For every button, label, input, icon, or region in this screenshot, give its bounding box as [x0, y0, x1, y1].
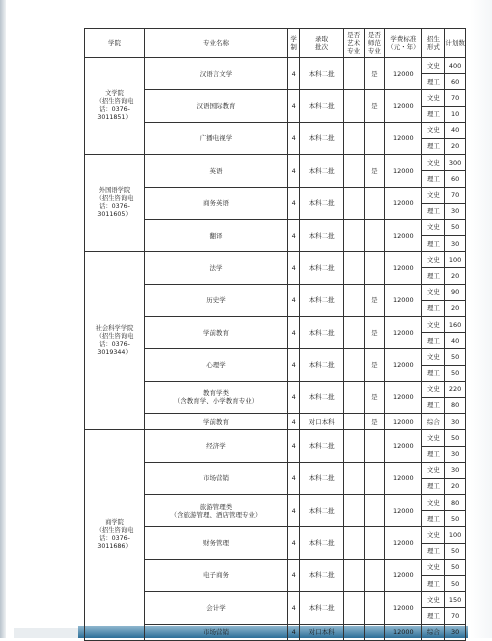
admission-plan-table [84, 28, 466, 641]
major-cell: 英语 [145, 155, 288, 187]
major-cell: 历史学 [145, 284, 288, 316]
years-cell: 4 [287, 317, 299, 349]
form-cell: 综合 [422, 414, 445, 430]
years-cell: 4 [287, 284, 299, 316]
form-cell: 综合 [422, 624, 445, 640]
plan-cell: 90 [445, 284, 466, 300]
normal-cell [364, 187, 385, 219]
normal-cell [364, 430, 385, 462]
plan-cell: 20 [445, 138, 466, 154]
header-form: 招生 形式 [422, 29, 445, 58]
batch-cell: 本科二批 [300, 187, 343, 219]
plan-cell: 50 [445, 430, 466, 446]
normal-cell: 是 [364, 155, 385, 187]
college-cell: 外国语学院 （招生咨询电 话：0376- 3011605） [85, 155, 145, 252]
plan-cell: 40 [445, 333, 466, 349]
form-cell: 文史 [422, 592, 445, 608]
plan-cell: 40 [445, 122, 466, 138]
normal-cell [364, 592, 385, 624]
major-cell: 翻译 [145, 219, 288, 251]
form-cell: 理工 [422, 171, 445, 187]
fee-cell: 12000 [385, 187, 422, 219]
form-cell: 理工 [422, 138, 445, 154]
plan-cell: 100 [445, 252, 466, 268]
plan-cell: 50 [445, 349, 466, 365]
years-cell: 4 [287, 349, 299, 381]
years-cell: 4 [287, 462, 299, 494]
fee-cell: 12000 [385, 58, 422, 90]
plan-cell: 300 [445, 155, 466, 171]
batch-cell: 本科二批 [300, 430, 343, 462]
form-cell: 文史 [422, 349, 445, 365]
fee-cell: 12000 [385, 90, 422, 122]
form-cell: 理工 [422, 478, 445, 494]
header-fee: 学费标准 （元・年） [385, 29, 422, 58]
normal-cell: 是 [364, 349, 385, 381]
form-cell: 理工 [422, 397, 445, 413]
plan-cell: 80 [445, 397, 466, 413]
years-cell: 4 [287, 414, 299, 430]
years-cell: 4 [287, 252, 299, 284]
form-cell: 理工 [422, 106, 445, 122]
batch-cell: 本科二批 [300, 527, 343, 559]
normal-cell [364, 527, 385, 559]
years-cell: 4 [287, 430, 299, 462]
plan-cell: 160 [445, 317, 466, 333]
major-cell: 汉语言文学 [145, 58, 288, 90]
form-cell: 文史 [422, 430, 445, 446]
years-cell: 4 [287, 187, 299, 219]
form-cell: 理工 [422, 543, 445, 559]
fee-cell: 12000 [385, 495, 422, 527]
art-cell [343, 284, 364, 316]
normal-cell: 是 [364, 381, 385, 413]
major-cell: 汉语国际教育 [145, 90, 288, 122]
table-row [85, 58, 466, 74]
years-cell: 4 [287, 155, 299, 187]
batch-cell: 本科二批 [300, 284, 343, 316]
form-cell: 文史 [422, 559, 445, 575]
form-cell: 文史 [422, 155, 445, 171]
header-plan: 计划数 [445, 29, 466, 58]
fee-cell: 12000 [385, 414, 422, 430]
table-row [85, 252, 466, 268]
normal-cell [364, 122, 385, 154]
plan-cell: 20 [445, 268, 466, 284]
form-cell: 理工 [422, 333, 445, 349]
fee-cell: 12000 [385, 155, 422, 187]
years-cell: 4 [287, 495, 299, 527]
art-cell [343, 252, 364, 284]
form-cell: 文史 [422, 462, 445, 478]
batch-cell: 本科二批 [300, 252, 343, 284]
form-cell: 文史 [422, 219, 445, 235]
art-cell [343, 155, 364, 187]
scan-edge-left [0, 0, 6, 638]
plan-cell: 30 [445, 203, 466, 219]
form-cell: 理工 [422, 576, 445, 592]
plan-cell: 30 [445, 624, 466, 640]
plan-cell: 60 [445, 171, 466, 187]
fee-cell: 12000 [385, 284, 422, 316]
major-cell: 学前教育 [145, 414, 288, 430]
table-row [85, 430, 466, 446]
batch-cell: 本科二批 [300, 495, 343, 527]
plan-cell: 220 [445, 381, 466, 397]
form-cell: 理工 [422, 236, 445, 252]
normal-cell: 是 [364, 284, 385, 316]
form-cell: 理工 [422, 608, 445, 624]
plan-cell: 50 [445, 219, 466, 235]
batch-cell: 本科二批 [300, 559, 343, 591]
years-cell: 4 [287, 219, 299, 251]
plan-cell: 20 [445, 300, 466, 316]
header-normal: 是否 师范 专业 [364, 29, 385, 58]
fee-cell: 12000 [385, 462, 422, 494]
form-cell: 文史 [422, 187, 445, 203]
normal-cell [364, 252, 385, 284]
table-row [85, 155, 466, 171]
art-cell [343, 430, 364, 462]
plan-cell: 80 [445, 495, 466, 511]
batch-cell: 对口本科 [300, 414, 343, 430]
batch-cell: 本科二批 [300, 349, 343, 381]
major-cell: 心理学 [145, 349, 288, 381]
major-cell: 市场营销 [145, 624, 288, 640]
fee-cell: 12000 [385, 252, 422, 284]
major-cell: 经济学 [145, 430, 288, 462]
plan-cell: 30 [445, 236, 466, 252]
fee-cell: 12000 [385, 122, 422, 154]
header-years: 学 制 [287, 29, 299, 58]
art-cell [343, 349, 364, 381]
normal-cell [364, 219, 385, 251]
major-cell: 会计学 [145, 592, 288, 624]
plan-cell: 20 [445, 478, 466, 494]
form-cell: 理工 [422, 365, 445, 381]
college-cell: 商学院 （招生咨询电 话：0376- 3011686） [85, 430, 145, 640]
form-cell: 理工 [422, 511, 445, 527]
fee-cell: 12000 [385, 317, 422, 349]
major-cell: 旅游管理类 （含旅游管理、酒店管理专业） [145, 495, 288, 527]
art-cell [343, 187, 364, 219]
major-cell: 商务英语 [145, 187, 288, 219]
plan-cell: 30 [445, 414, 466, 430]
header-major: 专业名称 [145, 29, 288, 58]
batch-cell: 本科二批 [300, 155, 343, 187]
normal-cell [364, 495, 385, 527]
plan-cell: 50 [445, 511, 466, 527]
batch-cell: 对口本科 [300, 624, 343, 640]
years-cell: 4 [287, 58, 299, 90]
years-cell: 4 [287, 122, 299, 154]
major-cell: 广播电视学 [145, 122, 288, 154]
plan-cell: 60 [445, 74, 466, 90]
normal-cell [364, 462, 385, 494]
normal-cell: 是 [364, 414, 385, 430]
art-cell [343, 462, 364, 494]
art-cell [343, 90, 364, 122]
plan-cell: 70 [445, 90, 466, 106]
plan-cell: 50 [445, 576, 466, 592]
header-row [85, 29, 466, 58]
plan-cell: 10 [445, 106, 466, 122]
form-cell: 文史 [422, 495, 445, 511]
art-cell [343, 495, 364, 527]
form-cell: 理工 [422, 268, 445, 284]
major-cell: 学前教育 [145, 317, 288, 349]
fee-cell: 12000 [385, 592, 422, 624]
batch-cell: 本科二批 [300, 462, 343, 494]
scan-edge-bottom-left [14, 628, 78, 638]
college-cell: 文学院 （招生咨询电 话：0376- 3011851） [85, 58, 145, 155]
years-cell: 4 [287, 624, 299, 640]
plan-cell: 30 [445, 462, 466, 478]
fee-cell: 12000 [385, 559, 422, 591]
art-cell [343, 592, 364, 624]
form-cell: 理工 [422, 203, 445, 219]
art-cell [343, 58, 364, 90]
form-cell: 文史 [422, 58, 445, 74]
form-cell: 文史 [422, 317, 445, 333]
header-art: 是否 艺术 专业 [343, 29, 364, 58]
form-cell: 理工 [422, 300, 445, 316]
art-cell [343, 122, 364, 154]
header-batch: 录取 批次 [300, 29, 343, 58]
batch-cell: 本科二批 [300, 317, 343, 349]
art-cell [343, 219, 364, 251]
fee-cell: 12000 [385, 430, 422, 462]
fee-cell: 12000 [385, 219, 422, 251]
years-cell: 4 [287, 592, 299, 624]
art-cell [343, 414, 364, 430]
batch-cell: 本科二批 [300, 381, 343, 413]
plan-cell: 100 [445, 527, 466, 543]
header-college: 学院 [85, 29, 145, 58]
art-cell [343, 317, 364, 349]
form-cell: 理工 [422, 74, 445, 90]
plan-cell: 400 [445, 58, 466, 74]
art-cell [343, 559, 364, 591]
art-cell [343, 527, 364, 559]
batch-cell: 本科二批 [300, 219, 343, 251]
normal-cell: 是 [364, 58, 385, 90]
fee-cell: 12000 [385, 349, 422, 381]
batch-cell: 本科二批 [300, 122, 343, 154]
years-cell: 4 [287, 559, 299, 591]
batch-cell: 本科二批 [300, 90, 343, 122]
plan-cell: 150 [445, 592, 466, 608]
form-cell: 文史 [422, 122, 445, 138]
fee-cell: 12000 [385, 624, 422, 640]
form-cell: 文史 [422, 252, 445, 268]
plan-cell: 50 [445, 559, 466, 575]
form-cell: 文史 [422, 284, 445, 300]
major-cell: 市场营销 [145, 462, 288, 494]
scan-edge-right [470, 0, 492, 638]
plan-cell: 70 [445, 187, 466, 203]
batch-cell: 本科二批 [300, 58, 343, 90]
art-cell [343, 381, 364, 413]
college-cell: 社会科学学院 （招生咨询电 话：0376- 3019344） [85, 252, 145, 430]
fee-cell: 12000 [385, 381, 422, 413]
plan-cell: 70 [445, 608, 466, 624]
form-cell: 文史 [422, 527, 445, 543]
years-cell: 4 [287, 90, 299, 122]
normal-cell [364, 559, 385, 591]
major-cell: 财务管理 [145, 527, 288, 559]
plan-cell: 50 [445, 365, 466, 381]
plan-cell: 30 [445, 446, 466, 462]
years-cell: 4 [287, 527, 299, 559]
years-cell: 4 [287, 381, 299, 413]
normal-cell: 是 [364, 317, 385, 349]
form-cell: 文史 [422, 90, 445, 106]
normal-cell: 是 [364, 90, 385, 122]
major-cell: 法学 [145, 252, 288, 284]
form-cell: 理工 [422, 446, 445, 462]
batch-cell: 本科二批 [300, 592, 343, 624]
plan-cell: 50 [445, 543, 466, 559]
major-cell: 电子商务 [145, 559, 288, 591]
fee-cell: 12000 [385, 527, 422, 559]
form-cell: 文史 [422, 381, 445, 397]
major-cell: 教育学类 （含教育学、小学教育专业） [145, 381, 288, 413]
